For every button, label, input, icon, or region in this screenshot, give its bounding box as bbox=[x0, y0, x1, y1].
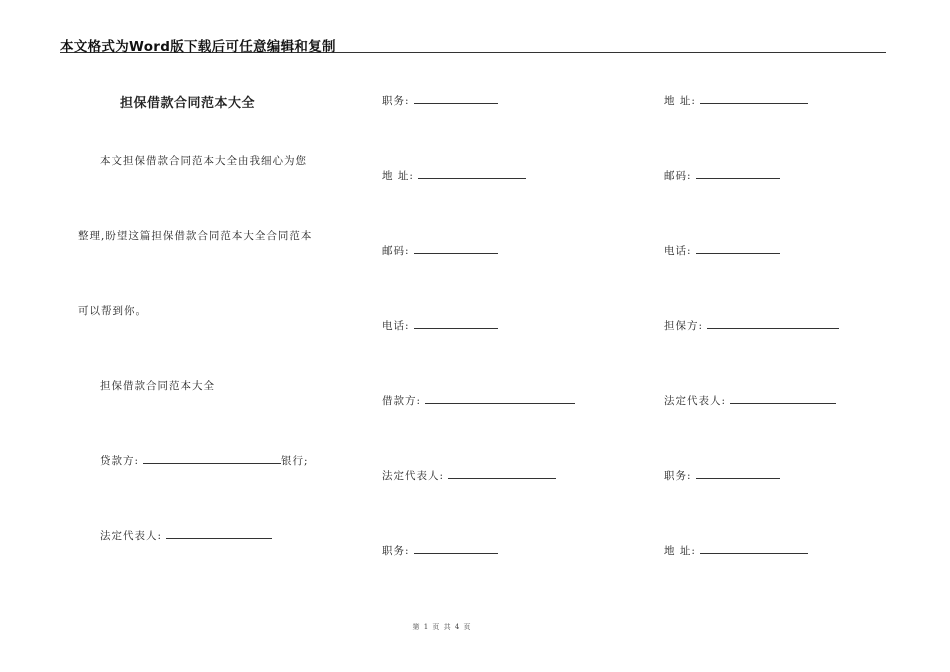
intro-line-1: 本文担保借款合同范本大全由我细心为您 bbox=[100, 155, 307, 167]
postcode-field-1 bbox=[382, 243, 498, 258]
intro-line-3: 可以帮到你。 bbox=[78, 305, 147, 317]
postcode-field-2 bbox=[664, 168, 780, 183]
phone-blank-2 bbox=[696, 243, 780, 254]
address-label-1: 地 址: bbox=[382, 170, 414, 182]
lender-legal-rep-label: 法定代表人: bbox=[100, 530, 163, 542]
guarantor-field bbox=[664, 318, 839, 333]
borrower-label: 借款方: bbox=[382, 395, 422, 407]
address-field-1 bbox=[382, 168, 526, 183]
phone-label-2: 电话: bbox=[664, 245, 692, 257]
header-title: 本文格式为Word版下载后可任意编辑和复制 bbox=[60, 39, 336, 55]
borrower-legal-rep-label: 法定代表人: bbox=[382, 470, 445, 482]
phone-field-1 bbox=[382, 318, 498, 333]
position-blank-3 bbox=[696, 468, 780, 479]
phone-blank-1 bbox=[414, 318, 498, 329]
page-footer: 第 1 页 共 4 页 bbox=[412, 623, 472, 631]
address-label-2: 地 址: bbox=[664, 95, 696, 107]
postcode-blank-1 bbox=[414, 243, 498, 254]
lender-legal-rep-blank bbox=[166, 528, 272, 539]
postcode-label-1: 邮码: bbox=[382, 245, 410, 257]
position-field-1 bbox=[382, 93, 498, 108]
guarantor-label: 担保方: bbox=[664, 320, 704, 332]
position-blank-2 bbox=[414, 543, 498, 554]
phone-field-2 bbox=[664, 243, 780, 258]
position-field-2 bbox=[382, 543, 498, 558]
borrower-legal-rep-blank bbox=[448, 468, 556, 479]
address-blank-3 bbox=[700, 543, 808, 554]
postcode-label-2: 邮码: bbox=[664, 170, 692, 182]
intro-line-2: 整理,盼望这篇担保借款合同范本大全合同范本 bbox=[78, 230, 313, 242]
address-blank-2 bbox=[700, 93, 808, 104]
lender-label: 贷款方: bbox=[100, 455, 140, 467]
address-field-3 bbox=[664, 543, 808, 558]
position-field-3 bbox=[664, 468, 780, 483]
guarantor-legal-rep-label: 法定代表人: bbox=[664, 395, 727, 407]
position-label-1: 职务: bbox=[382, 95, 410, 107]
guarantor-blank bbox=[707, 318, 839, 329]
address-blank-1 bbox=[418, 168, 526, 179]
position-label-2: 职务: bbox=[382, 545, 410, 557]
borrower-field bbox=[382, 393, 575, 408]
address-label-3: 地 址: bbox=[664, 545, 696, 557]
lender-suffix: 银行; bbox=[281, 455, 309, 467]
phone-label-1: 电话: bbox=[382, 320, 410, 332]
borrower-blank bbox=[425, 393, 575, 404]
lender-legal-rep-field bbox=[100, 528, 272, 543]
document-title: 担保借款合同范本大全 bbox=[120, 96, 256, 111]
document-header bbox=[60, 35, 886, 53]
position-label-3: 职务: bbox=[664, 470, 692, 482]
address-field-2 bbox=[664, 93, 808, 108]
lender-blank bbox=[143, 453, 281, 464]
position-blank-1 bbox=[414, 93, 498, 104]
guarantor-legal-rep-blank bbox=[730, 393, 836, 404]
borrower-legal-rep-field bbox=[382, 468, 556, 483]
lender-field bbox=[100, 453, 309, 468]
postcode-blank-2 bbox=[696, 168, 780, 179]
guarantor-legal-rep-field bbox=[664, 393, 836, 408]
section-subtitle: 担保借款合同范本大全 bbox=[100, 380, 215, 392]
